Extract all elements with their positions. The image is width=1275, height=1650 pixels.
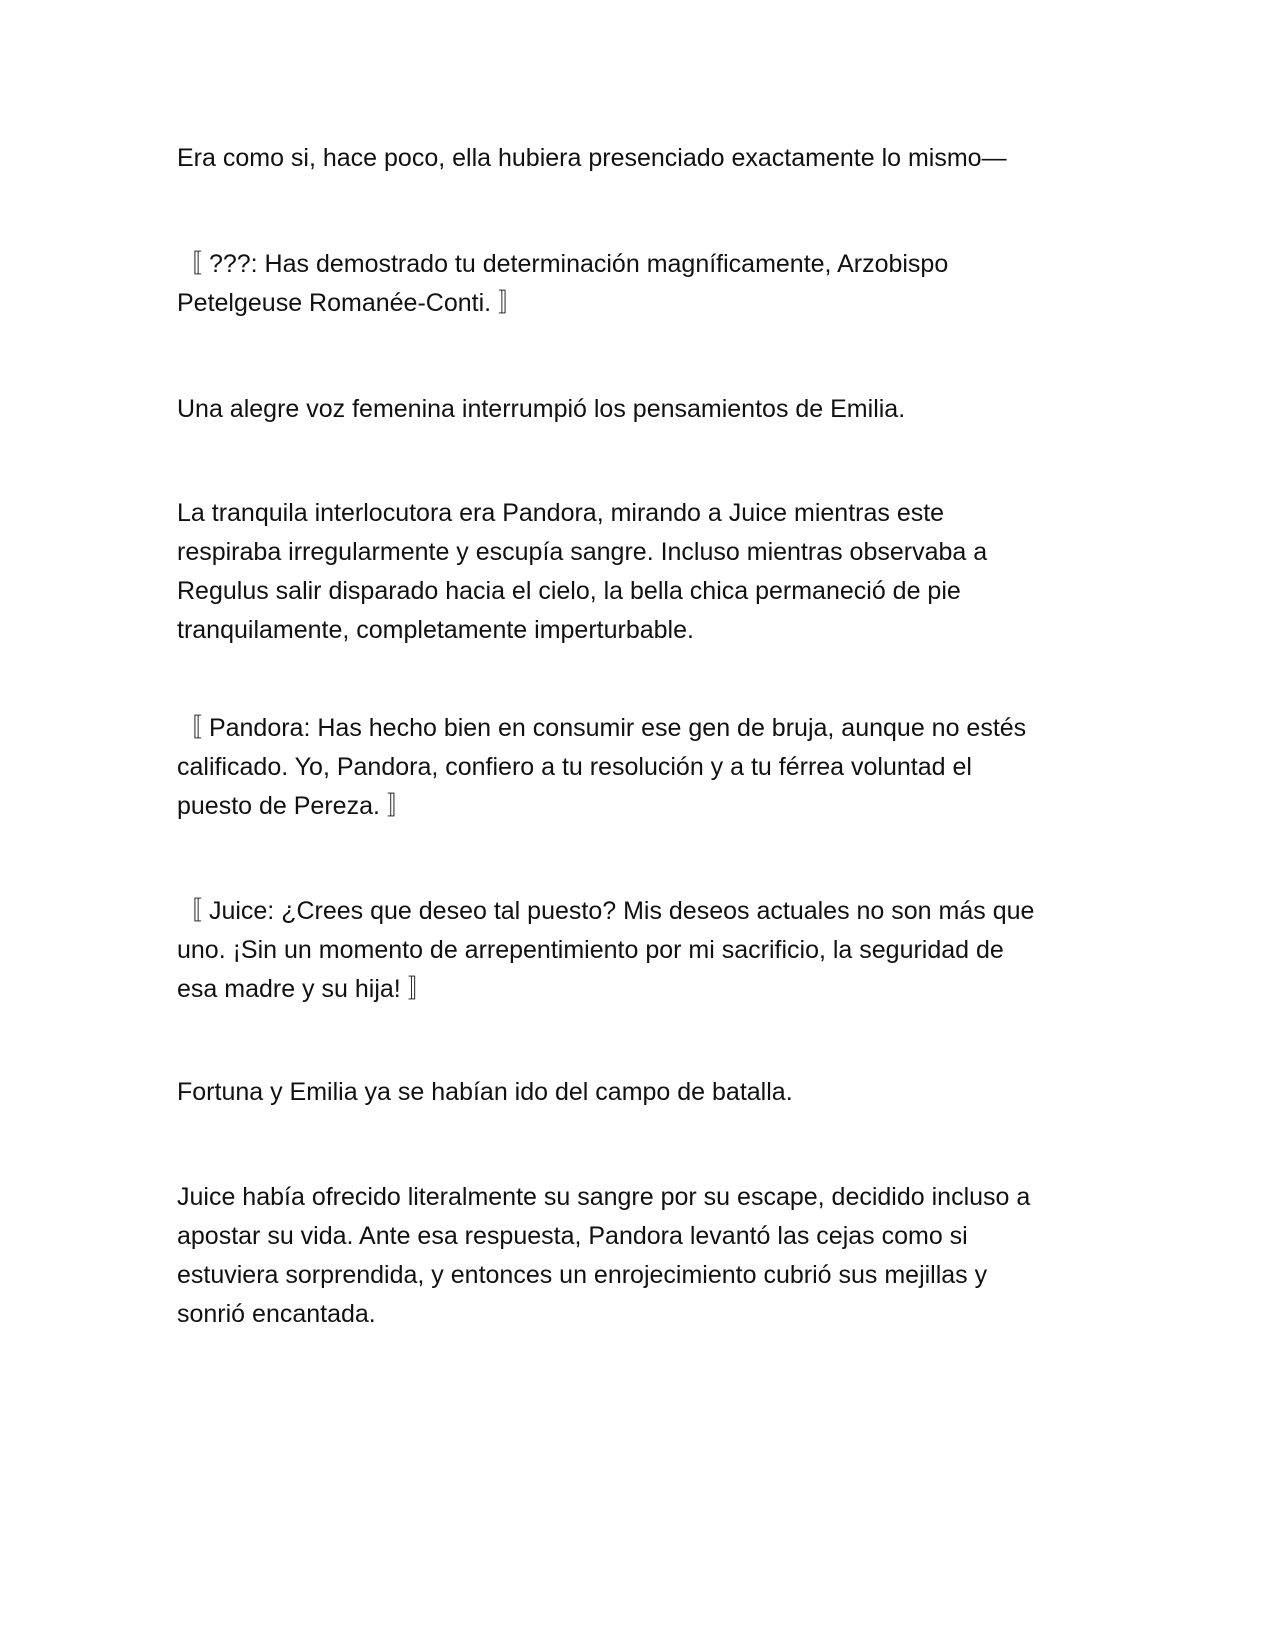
text-line: uno. ¡Sin un momento de arrepentimiento por mi sacrificio, la seguridad de xyxy=(177,936,1004,964)
text-line: respiraba irregularmente y escupía sangre. Incluso mientras observaba a xyxy=(177,538,988,566)
text-line: Una alegre voz femenina interrumpió los pensamientos de Emilia. xyxy=(177,395,906,423)
text-line: 〚 ???: Has demostrado tu determinación magníficamente, Arzobispo xyxy=(177,250,949,278)
text-line: puesto de Pereza. 〛 xyxy=(177,792,412,820)
text-line: tranquilamente, completamente imperturbable. xyxy=(177,616,694,644)
text-line: estuviera sorprendida, y entonces un enrojecimiento cubrió sus mejillas y xyxy=(177,1261,988,1289)
text-line: esa madre y su hija! 〛 xyxy=(177,975,433,1003)
text-line: Fortuna y Emilia ya se habían ido del campo de batalla. xyxy=(177,1078,793,1106)
text-line: La tranquila interlocutora era Pandora, mirando a Juice mientras este xyxy=(177,499,945,527)
paragraph-dialogue-juice xyxy=(177,892,1097,1009)
paragraph-narration-5 xyxy=(177,1178,1097,1334)
text-line: 〚 Juice: ¿Crees que deseo tal puesto? Mis deseos actuales no son más que xyxy=(177,897,1035,925)
paragraph-dialogue-unknown xyxy=(177,245,1097,323)
text-line: 〚 Pandora: Has hecho bien en consumir ese gen de bruja, aunque no estés xyxy=(177,714,1027,742)
text-line: sonrió encantada. xyxy=(177,1300,376,1328)
text-line: Era como si, hace poco, ella hubiera presenciado exactamente lo mismo— xyxy=(177,144,1007,172)
text-line: Juice había ofrecido literalmente su sangre por su escape, decidido incluso a xyxy=(177,1183,1031,1211)
paragraph-narration-3 xyxy=(177,494,1097,650)
text-line: Petelgeuse Romanée-Conti. 〛 xyxy=(177,289,524,317)
paragraph-narration-2 xyxy=(177,390,1097,429)
text-line: Regulus salir disparado hacia el cielo, la bella chica permaneció de pie xyxy=(177,577,961,605)
paragraph-dialogue-pandora xyxy=(177,709,1097,826)
paragraph-narration-4 xyxy=(177,1073,1097,1112)
text-line: apostar su vida. Ante esa respuesta, Pandora levantó las cejas como si xyxy=(177,1222,968,1250)
text-line: calificado. Yo, Pandora, confiero a tu resolución y a tu férrea voluntad el xyxy=(177,753,972,781)
paragraph-narration-1 xyxy=(177,139,1097,178)
